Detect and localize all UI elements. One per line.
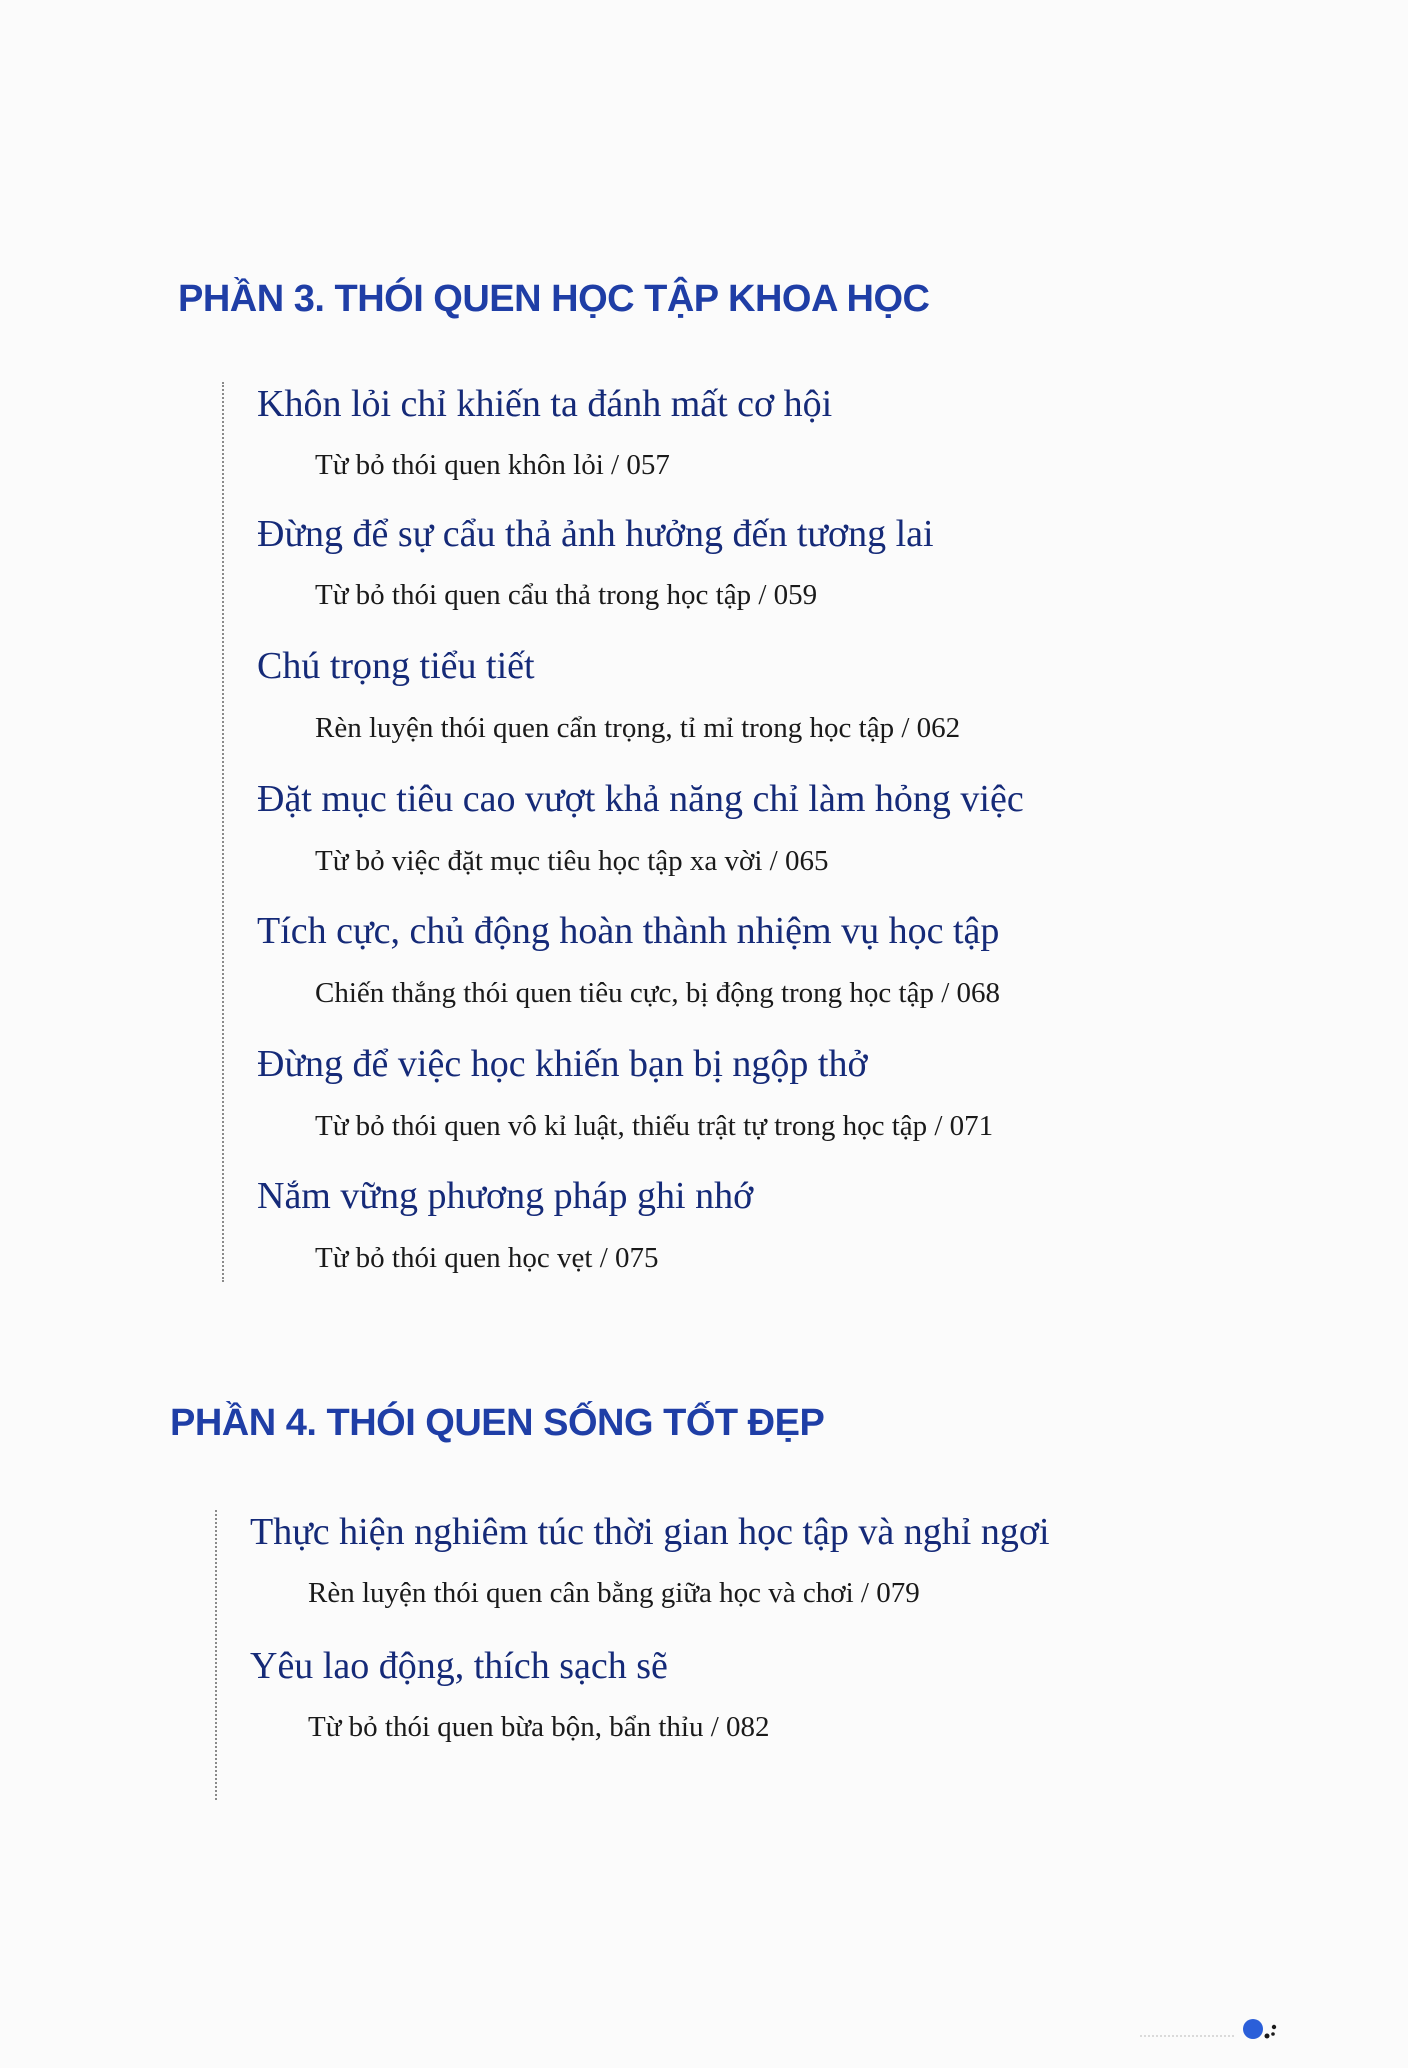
toc-entry-title[interactable]: Đặt mục tiêu cao vượt khả năng chỉ làm hỏng việc (257, 778, 1024, 820)
dot-ornament-icon (1140, 2018, 1290, 2042)
toc-entries-part-3 (222, 382, 1224, 1282)
toc-entry-title[interactable]: Nắm vững phương pháp ghi nhớ (257, 1175, 754, 1217)
toc-entry-subtitle: Rèn luyện thói quen cân bằng giữa học và chơi / 079 (308, 1577, 920, 1609)
toc-entry-subtitle: Chiến thắng thói quen tiêu cực, bị động trong học tập / 068 (315, 977, 1001, 1009)
toc-entry-subtitle: Từ bỏ thói quen bừa bộn, bẩn thỉu / 082 (308, 1711, 770, 1743)
toc-entry-subtitle: Từ bỏ thói quen cẩu thả trong học tập / 059 (315, 579, 818, 611)
section-heading-part-4: PHẦN 4. THÓI QUEN SỐNG TỐT ĐẸP (170, 1402, 825, 1444)
toc-entry-subtitle: Từ bỏ thói quen vô kỉ luật, thiếu trật tự trong học tập / 071 (315, 1110, 994, 1142)
toc-entry-subtitle: Từ bỏ thói quen học vẹt / 075 (315, 1242, 659, 1274)
toc-entry-title[interactable]: Đừng để việc học khiến bạn bị ngộp thở (257, 1043, 868, 1085)
section-heading-part-3: PHẦN 3. THÓI QUEN HỌC TẬP KHOA HỌC (178, 278, 930, 320)
toc-entry-subtitle: Từ bỏ thói quen khôn lỏi / 057 (315, 449, 670, 481)
toc-entry-subtitle: Rèn luyện thói quen cẩn trọng, tỉ mỉ trong học tập / 062 (315, 712, 961, 744)
toc-entry-title[interactable]: Yêu lao động, thích sạch sẽ (250, 1645, 668, 1687)
toc-entries-part-4 (215, 1510, 1217, 1800)
toc-entry-subtitle: Từ bỏ việc đặt mục tiêu học tập xa vời / 065 (315, 845, 829, 877)
toc-entry-title[interactable]: Chú trọng tiểu tiết (257, 645, 535, 687)
toc-entry-title[interactable]: Đừng để sự cẩu thả ảnh hưởng đến tương lai (257, 513, 934, 555)
toc-entry-title[interactable]: Khôn lỏi chỉ khiến ta đánh mất cơ hội (257, 383, 833, 425)
toc-entry-title[interactable]: Tích cực, chủ động hoàn thành nhiệm vụ học tập (257, 910, 1000, 952)
toc-entry-title[interactable]: Thực hiện nghiêm túc thời gian học tập và nghỉ ngơi (250, 1511, 1050, 1553)
